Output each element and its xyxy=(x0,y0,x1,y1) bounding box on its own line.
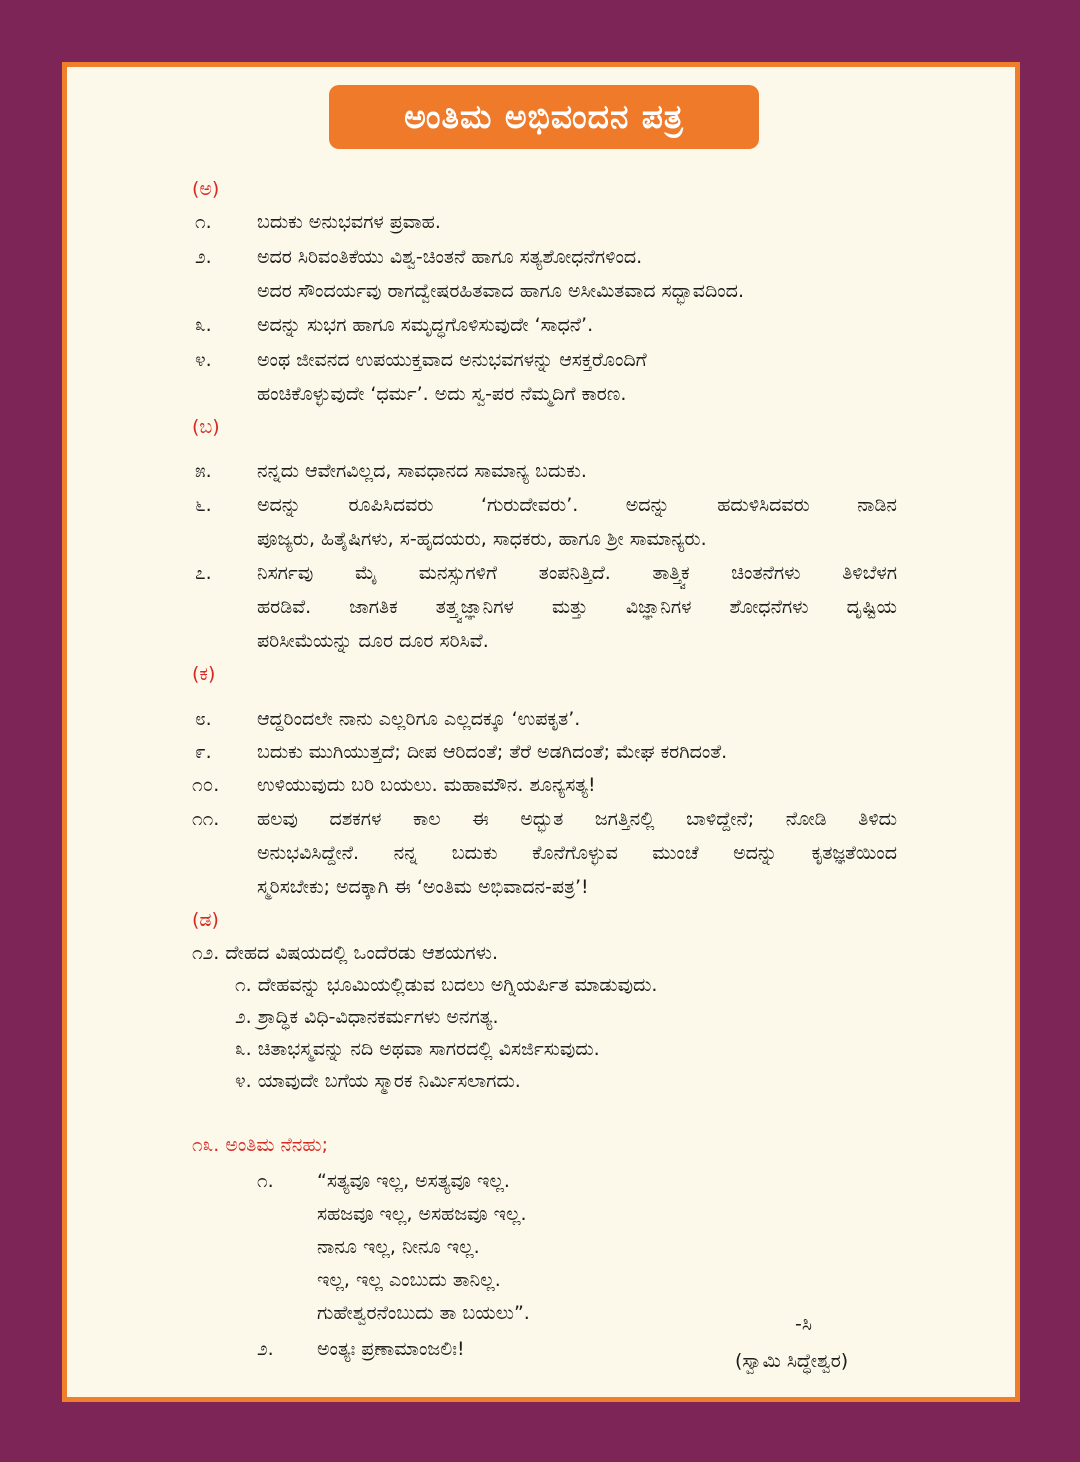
poem-line: “ಸತ್ಯವೂ ಇಲ್ಲ, ಅಸತ್ಯವೂ ಇಲ್ಲ. xyxy=(317,1170,510,1192)
item-line: ಪೂಜ್ಯರು, ಹಿತೈಷಿಗಳು, ಸ-ಹೃದಯರು, ಸಾಧಕರು, ಹಾಗೂ ಶ್ರೀ ಸಾಮಾನ್ಯರು. xyxy=(257,528,707,550)
section-label-k: (ಕ) xyxy=(192,663,216,685)
item-number: ೪. xyxy=(195,349,212,371)
item-number: ೫. xyxy=(195,460,212,482)
item-number: ೨. xyxy=(257,1338,274,1360)
item-number: ೧೦. xyxy=(192,774,220,796)
item-line: ನಿಸರ್ಗವು ಮೈ ಮನಸ್ಸುಗಳಿಗೆ ತಂಪನಿತ್ತಿದೆ. ತಾತ್ತ್ವಿಕ ಚಿಂತನೆಗಳು ತಿಳಿಬೆಳಗ xyxy=(257,562,897,584)
poem-line: ಸಹಜವೂ ಇಲ್ಲ, ಅಸಹಜವೂ ಇಲ್ಲ. xyxy=(317,1203,527,1225)
item-number: ೧. xyxy=(257,1170,274,1192)
section-label-d: (ಡ) xyxy=(192,909,219,931)
section-label-b: (ಬ) xyxy=(192,416,220,438)
item-line: ಬದುಕು ಮುಗಿಯುತ್ತದೆ; ದೀಪ ಆರಿದಂತೆ; ತೆರೆ ಅಡಗಿದಂತೆ; ಮೇಘ ಕರಗಿದಂತೆ. xyxy=(257,741,728,763)
item-line: ಉಳಿಯುವುದು ಬರಿ ಬಯಲು. ಮಹಾಮೌನ. ಶೂನ್ಯಸತ್ಯ! xyxy=(257,774,596,796)
item-line: ಸ್ಮರಿಸಬೇಕು; ಅದಕ್ಕಾಗಿ ಈ ‘ಅಂತಿಮ ಅಭಿವಾದನ-ಪತ್ರ’! xyxy=(257,876,589,898)
letter-panel xyxy=(62,62,1020,1402)
item-line: ನನ್ನದು ಆವೇಗವಿಲ್ಲದ, ಸಾವಧಾನದ ಸಾಮಾನ್ಯ ಬದುಕು. xyxy=(257,460,587,482)
item-line: ಅದರ ಸೌಂದರ್ಯವು ರಾಗದ್ವೇಷರಹಿತವಾದ ಹಾಗೂ ಅಸೀಮಿತವಾದ ಸದ್ಭಾವದಿಂದ. xyxy=(257,280,744,302)
sub-item: ೧. ದೇಹವನ್ನು ಭೂಮಿಯಲ್ಲಿಡುವ ಬದಲು ಅಗ್ನಿಯರ್ಪಿತ ಮಾಡುವುದು. xyxy=(235,974,658,996)
item-number: ೯. xyxy=(195,741,212,763)
closing-line: ಅಂತ್ಯಃ ಪ್ರಣಾಮಾಂಜಲಿಃ! xyxy=(317,1338,465,1360)
item-line: ಹರಡಿವೆ. ಜಾಗತಿಕ ತತ್ತ್ವಜ್ಞಾನಿಗಳ ಮತ್ತು ವಿಜ್ಞಾನಿಗಳ ಶೋಧನೆಗಳು ದೃಷ್ಟಿಯ xyxy=(257,596,897,618)
item-number: ೧. xyxy=(195,211,212,233)
poem-line: ಇಲ್ಲ, ಇಲ್ಲ ಎಂಬುದು ತಾನಿಲ್ಲ. xyxy=(317,1269,501,1291)
item-line: ಪರಿಸೀಮೆಯನ್ನು ದೂರ ದೂರ ಸರಿಸಿವೆ. xyxy=(257,630,489,652)
item-number: ೮. xyxy=(195,708,212,730)
item-number: ೬. xyxy=(195,494,212,516)
item-number: ೭. xyxy=(195,562,212,584)
item-line: ಅದನ್ನು ರೂಪಿಸಿದವರು ‘ಗುರುದೇವರು’. ಅದನ್ನು ಹದುಳಿಸಿದವರು ನಾಡಿನ xyxy=(257,494,897,516)
item-line: ಬದುಕು ಅನುಭವಗಳ ಪ್ರವಾಹ. xyxy=(257,211,441,233)
sub-item: ೨. ಶ್ರಾದ್ಧಿಕ ವಿಧಿ-ವಿಧಾನಕರ್ಮಗಳು ಅನಗತ್ಯ. xyxy=(235,1006,499,1028)
item-line: ಅಂಥ ಜೀವನದ ಉಪಯುಕ್ತವಾದ ಅನುಭವಗಳನ್ನು ಆಸಕ್ತರೊಂದಿಗೆ xyxy=(257,349,647,371)
poem-line: ಗುಹೇಶ್ವರನೆಂಬುದು ತಾ ಬಯಲು”. xyxy=(317,1302,530,1324)
signature-name: (ಸ್ವಾಮಿ ಸಿದ್ಧೇಶ್ವರ) xyxy=(735,1350,849,1372)
item-line: ಆದ್ದರಿಂದಲೇ ನಾನು ಎಲ್ಲರಿಗೂ ಎಲ್ಲದಕ್ಕೂ ‘ಉಪಕೃತ’. xyxy=(257,708,581,730)
item-line: ಹಲವು ದಶಕಗಳ ಕಾಲ ಈ ಅದ್ಭುತ ಜಗತ್ತಿನಲ್ಲಿ ಬಾಳಿದ್ದೇನೆ; ನೋಡಿ ತಿಳಿದು xyxy=(257,808,897,830)
item-line: ಅದನ್ನು ಸುಭಗ ಹಾಗೂ ಸಮೃದ್ಧಗೊಳಿಸುವುದೇ ‘ಸಾಧನೆ’. xyxy=(257,314,594,336)
title-banner xyxy=(329,85,759,149)
item-heading-final: ೧೩. ಅಂತಿಮ ನೆನಹು; xyxy=(192,1134,328,1156)
sub-item: ೩. ಚಿತಾಭಸ್ಮವನ್ನು ನದಿ ಅಥವಾ ಸಾಗರದಲ್ಲಿ ವಿಸರ್ಜಿಸುವುದು. xyxy=(235,1038,600,1060)
item-heading: ೧೨. ದೇಹದ ವಿಷಯದಲ್ಲಿ ಒಂದೆರಡು ಆಶಯಗಳು. xyxy=(192,942,498,964)
item-number: ೨. xyxy=(195,246,212,268)
section-label-a: (ಅ) xyxy=(192,178,220,200)
item-number: ೩. xyxy=(195,314,212,336)
poem-line: ನಾನೂ ಇಲ್ಲ, ನೀನೂ ಇಲ್ಲ. xyxy=(317,1236,480,1258)
item-number: ೧೧. xyxy=(192,808,220,830)
item-line: ಅನುಭವಿಸಿದ್ದೇನೆ. ನನ್ನ ಬದುಕು ಕೊನೆಗೊಳ್ಳುವ ಮುಂಚೆ ಅದನ್ನು ಕೃತಜ್ಞತೆಯಿಂದ xyxy=(257,842,897,864)
item-line: ಹಂಚಿಕೊಳ್ಳುವುದೇ ‘ಧರ್ಮ’. ಅದು ಸ್ವ-ಪರ ನೆಮ್ಮದಿಗೆ ಕಾರಣ. xyxy=(257,383,627,405)
sub-item: ೪. ಯಾವುದೇ ಬಗೆಯ ಸ್ಮಾರಕ ನಿರ್ಮಿಸಲಾಗದು. xyxy=(235,1070,521,1092)
item-line: ಅದರ ಸಿರಿವಂತಿಕೆಯು ವಿಶ್ವ-ಚಿಂತನೆ ಹಾಗೂ ಸತ್ಯಶೋಧನೆಗಳಿಂದ. xyxy=(257,246,643,268)
signature-initial: -ಸಿ xyxy=(795,1313,812,1335)
page-title: ಅಂತಿಮ ಅಭಿವಂದನ ಪತ್ರ xyxy=(404,97,684,136)
